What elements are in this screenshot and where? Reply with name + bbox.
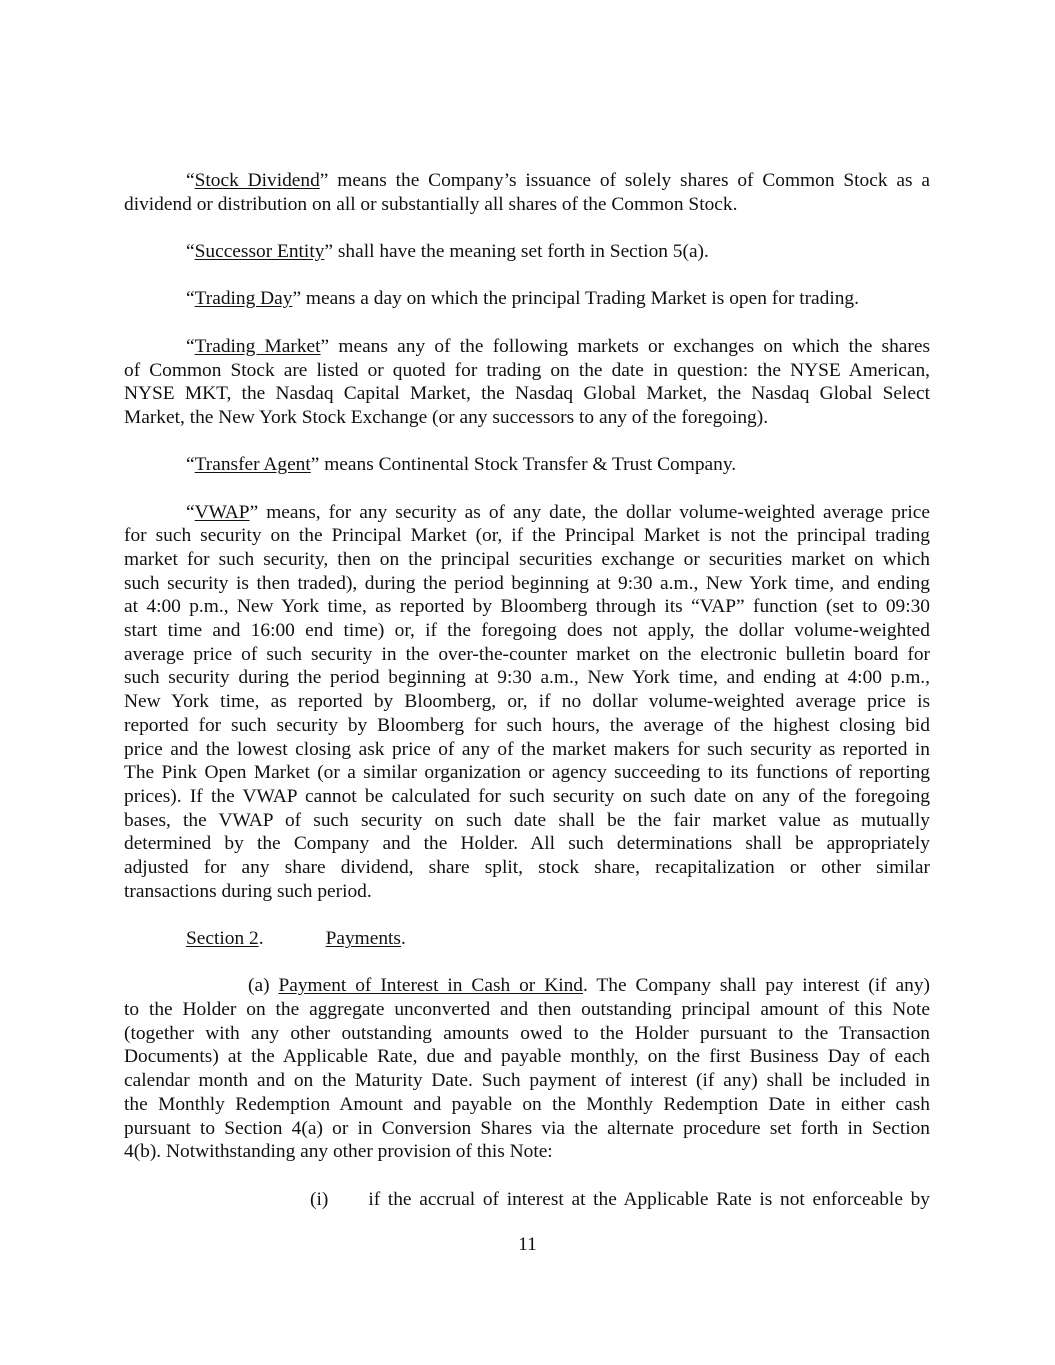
text-line bbox=[124, 619, 930, 643]
text-line bbox=[124, 1069, 930, 1093]
text-line bbox=[124, 690, 930, 714]
text: “ bbox=[186, 241, 195, 263]
text: (i) bbox=[310, 1188, 329, 1210]
section-2-heading bbox=[124, 927, 930, 951]
text: “ bbox=[186, 288, 195, 310]
text-line bbox=[124, 1093, 930, 1117]
text: ” means any of the following markets or exchanges on which the shares bbox=[320, 335, 930, 357]
defined-term: Section 2 bbox=[186, 928, 259, 949]
definition-trading-day bbox=[124, 287, 930, 311]
defined-term: Successor Entity bbox=[194, 241, 325, 263]
text-line bbox=[124, 809, 930, 833]
text: such security is then traded), during the period beginning at 9:30 a.m., New York time, and ending bbox=[124, 572, 930, 594]
text-line bbox=[124, 382, 930, 406]
text-line bbox=[124, 406, 930, 430]
defined-term: Payments bbox=[325, 928, 401, 949]
text-line bbox=[124, 761, 930, 785]
text: reported for such security by Bloomberg for such hours, the average of the highest closing bid bbox=[124, 714, 930, 736]
text: calendar month and on the Maturity Date. Such payment of interest (if any) shall be included in bbox=[124, 1070, 930, 1092]
text-line bbox=[124, 1022, 930, 1046]
text: Market, the New York Stock Exchange (or any successors to any of the foregoing). bbox=[124, 406, 769, 428]
page-number: 11 bbox=[518, 1234, 537, 1255]
defined-term: Transfer Agent bbox=[194, 454, 311, 476]
defined-term: Trading Day bbox=[194, 288, 293, 310]
text-line bbox=[124, 974, 930, 998]
text: NYSE MKT, the Nasdaq Capital Market, the Nasdaq Global Market, the Nasdaq Global Select bbox=[124, 383, 930, 405]
text: price and the lowest closing ask price of any of the market makers for such security as reported in bbox=[124, 738, 930, 760]
text-line bbox=[124, 1117, 930, 1141]
text: bases, the VWAP of such security on such date shall be the fair market value as mutually bbox=[124, 809, 930, 831]
text-line bbox=[124, 572, 930, 596]
text-line bbox=[124, 927, 930, 951]
text-line bbox=[124, 714, 930, 738]
text: (a) bbox=[248, 975, 279, 997]
text-line bbox=[124, 1045, 930, 1069]
text-line bbox=[124, 856, 930, 880]
text-line bbox=[124, 643, 930, 667]
section-2a-payment-of-interest bbox=[124, 974, 930, 1164]
text-line bbox=[124, 998, 930, 1022]
text-line bbox=[124, 785, 930, 809]
text-line bbox=[124, 1188, 930, 1212]
text: 4(b). Notwithstanding any other provision of this Note: bbox=[124, 1141, 553, 1163]
text: “ bbox=[186, 170, 195, 191]
defined-term: VWAP bbox=[194, 501, 250, 523]
text-line bbox=[124, 1140, 930, 1164]
text: for such security on the Principal Market (or, if the Principal Market is not the principal trading bbox=[124, 525, 930, 547]
definition-transfer-agent bbox=[124, 453, 930, 477]
text-line bbox=[124, 880, 930, 904]
text: dividend or distribution on all or substantially all shares of the Common Stock. bbox=[124, 193, 738, 215]
text-line bbox=[124, 169, 930, 193]
text: ” means, for any security as of any date, the dollar volume-weighted average price bbox=[249, 501, 930, 523]
text: if the accrual of interest at the Applicable Rate is not enforceable by bbox=[368, 1188, 930, 1210]
text: ” means Continental Stock Transfer & Trust Company. bbox=[310, 454, 737, 476]
text: ” shall have the meaning set forth in Section 5(a). bbox=[324, 241, 709, 263]
text: pursuant to Section 4(a) or in Conversion Shares via the alternate procedure set forth in Section bbox=[124, 1117, 930, 1139]
text-line bbox=[124, 453, 930, 477]
text-line bbox=[124, 524, 930, 548]
text-line bbox=[124, 359, 930, 383]
text: such security during the period beginning at 9:30 a.m., New York time, and ending at 4:00 p.m., bbox=[124, 667, 930, 689]
text: . The Company shall pay interest (if any) bbox=[582, 975, 930, 997]
text: average price of such security in the over-the-counter market on the electronic bulletin board for bbox=[124, 643, 930, 665]
definition-successor-entity bbox=[124, 240, 930, 264]
text: adjusted for any share dividend, share split, stock share, recapitalization or other similar bbox=[124, 856, 930, 878]
definition-stock-dividend bbox=[124, 169, 930, 216]
text: ” means a day on which the principal Trading Market is open for trading. bbox=[292, 288, 859, 310]
section-2a-i bbox=[124, 1188, 930, 1212]
text: transactions during such period. bbox=[124, 880, 372, 902]
text: at 4:00 p.m., New York time, as reported by Bloomberg through its “VAP” function (set to 09:30 bbox=[124, 596, 930, 618]
text-line bbox=[124, 193, 930, 217]
text: to the Holder on the aggregate unconverted and then outstanding principal amount of this Note bbox=[124, 999, 930, 1021]
text-line bbox=[124, 240, 930, 264]
text: start time and 16:00 end time) or, if the foregoing does not apply, the dollar volume-weighted bbox=[124, 620, 930, 642]
text: Documents) at the Applicable Rate, due and payable monthly, on the first Business Day of each bbox=[124, 1046, 930, 1068]
text: . bbox=[400, 928, 406, 949]
text: (together with any other outstanding amounts owed to the Holder pursuant to the Transaction bbox=[124, 1022, 930, 1044]
text: “ bbox=[186, 335, 195, 357]
text: The Pink Open Market (or a similar organization or agency succeeding to its functions of reporting bbox=[124, 762, 930, 784]
text: “ bbox=[186, 454, 195, 476]
text-line bbox=[124, 738, 930, 762]
text: . bbox=[258, 928, 264, 949]
text: “ bbox=[186, 501, 195, 523]
text: market for such security, then on the principal securities exchange or securities market on which bbox=[124, 549, 930, 570]
text-line bbox=[124, 832, 930, 856]
text-line bbox=[124, 287, 930, 311]
definition-trading-market bbox=[124, 335, 930, 430]
text: prices). If the VWAP cannot be calculated for such security on such date on any of the foregoing bbox=[124, 785, 930, 807]
text-line bbox=[124, 595, 930, 619]
text: ” means the Company’s issuance of solely shares of Common Stock as a bbox=[319, 170, 930, 191]
text: determined by the Company and the Holder. All such determinations shall be appropriately bbox=[124, 833, 930, 855]
text-line bbox=[124, 666, 930, 690]
definition-vwap bbox=[124, 501, 930, 904]
text-line bbox=[124, 335, 930, 359]
defined-term: Payment of Interest in Cash or Kind bbox=[278, 975, 583, 997]
defined-term: Trading Market bbox=[194, 335, 321, 357]
defined-term: Stock Dividend bbox=[194, 170, 320, 191]
text: New York time, as reported by Bloomberg, or, if no dollar volume-weighted average price is bbox=[124, 691, 930, 713]
text-line bbox=[124, 501, 930, 525]
text-line bbox=[124, 548, 930, 572]
text: of Common Stock are listed or quoted for trading on the date in question: the NYSE American, bbox=[124, 359, 930, 381]
text: the Monthly Redemption Amount and payable on the Monthly Redemption Date in either cash bbox=[124, 1093, 930, 1115]
document-body bbox=[124, 169, 930, 1235]
